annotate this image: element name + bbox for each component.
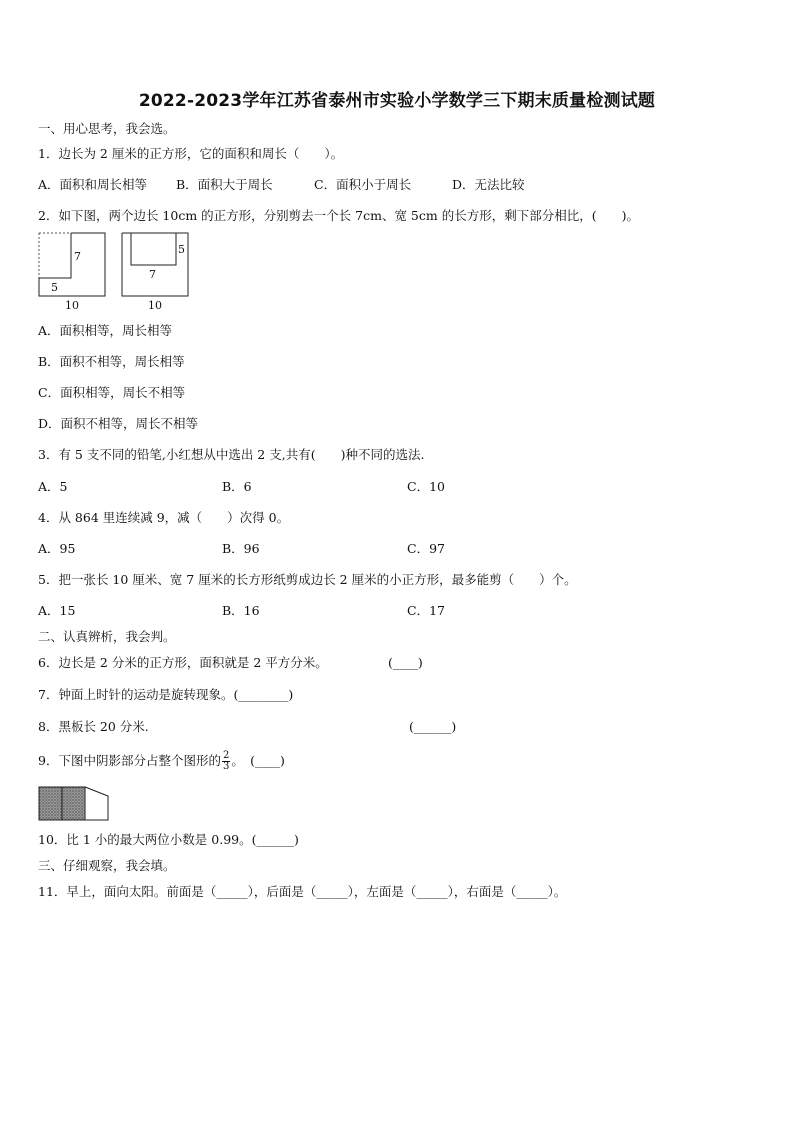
q9-text: 9．下图中阴影部分占整个图形的: [38, 753, 221, 768]
q8-answer-blank[interactable]: (______): [409, 719, 457, 734]
q2-option-d[interactable]: D．面积不相等，周长不相等: [38, 416, 199, 431]
question-3: 3．有 5 支不同的铅笔,小红想从中选出 2 支,共有( )种不同的选法.: [38, 447, 425, 462]
q9-shaded-part-1: [39, 787, 62, 820]
section-3-heading: 三、仔细观察，我会填。: [38, 858, 176, 873]
q9-unshaded-part: [85, 787, 108, 820]
q1-option-c[interactable]: C．面积小于周长: [314, 177, 412, 192]
question-8: 8．黑板长 20 分米.: [38, 719, 149, 734]
question-2: 2．如下图，两个边长 10cm 的正方形，分别剪去一个长 7cm、宽 5cm 的长方形，剩下部分相比，( )。: [38, 208, 639, 223]
q9-fraction-numerator: 2: [222, 750, 230, 761]
q3-option-c[interactable]: C．10: [407, 479, 445, 494]
q5-option-a[interactable]: A．15: [38, 603, 76, 618]
q2-fig2-label-10: 10: [148, 299, 162, 312]
q1-option-a[interactable]: A．面积和周长相等: [38, 177, 148, 192]
question-6: 6．边长是 2 分米的正方形，面积就是 2 平方分米。: [38, 655, 328, 670]
q2-figure-left: [39, 233, 105, 312]
q9-answer-blank[interactable]: 。 (____): [231, 753, 285, 768]
q5-option-b[interactable]: B．16: [222, 603, 260, 618]
question-1: 1．边长为 2 厘米的正方形，它的面积和周长（ ）。: [38, 146, 344, 161]
q2-fig1-label-7: 7: [74, 250, 81, 263]
q3-option-a[interactable]: A．5: [38, 479, 68, 494]
q2-fig2-label-5: 5: [178, 243, 185, 256]
q1-option-d[interactable]: D．无法比较: [452, 177, 525, 192]
q9-shaded-part-2: [62, 787, 85, 820]
q2-option-c[interactable]: C．面积相等，周长不相等: [38, 385, 186, 400]
q2-option-a[interactable]: A．面积相等，周长相等: [38, 323, 173, 338]
q2-fig2-label-7: 7: [149, 268, 156, 281]
q9-figure: [36, 784, 114, 824]
q5-option-c[interactable]: C．17: [407, 603, 445, 618]
section-1-heading: 一、用心思考，我会选。: [38, 121, 176, 136]
question-7: 7．钟面上时针的运动是旋转现象。(________): [38, 687, 294, 702]
q2-fig1-label-10: 10: [65, 299, 79, 312]
q9-fraction-denominator: 3: [222, 761, 230, 772]
q2-option-b[interactable]: B．面积不相等，周长相等: [38, 354, 185, 369]
question-11: 11．早上，面向太阳。前面是（_____），后面是（_____），左面是（_____），右面是（_____）。: [38, 884, 567, 899]
q1-option-b[interactable]: B．面积大于周长: [176, 177, 273, 192]
section-2-heading: 二、认真辨析，我会判。: [38, 629, 176, 644]
question-10: 10．比 1 小的最大两位小数是 0.99。(______): [38, 832, 299, 847]
q2-figure: [36, 230, 196, 314]
page-title: 2022-2023学年江苏省泰州市实验小学数学三下期末质量检测试题: [138, 91, 656, 111]
question-5: 5．把一张长 10 厘米、宽 7 厘米的长方形纸剪成边长 2 厘米的小正方形，最多能剪（ ）个。: [38, 572, 577, 587]
q2-figure-right: [122, 233, 188, 312]
q4-option-c[interactable]: C．97: [407, 541, 445, 556]
question-9: [38, 750, 285, 772]
question-4: 4．从 864 里连续减 9，减（ ）次得 0。: [38, 510, 290, 525]
q3-option-b[interactable]: B．6: [222, 479, 252, 494]
q4-option-b[interactable]: B．96: [222, 541, 260, 556]
q9-fraction: [222, 751, 230, 772]
q2-fig1-label-5: 5: [51, 281, 58, 294]
q6-answer-blank[interactable]: (____): [388, 655, 423, 670]
q4-option-a[interactable]: A．95: [38, 541, 76, 556]
